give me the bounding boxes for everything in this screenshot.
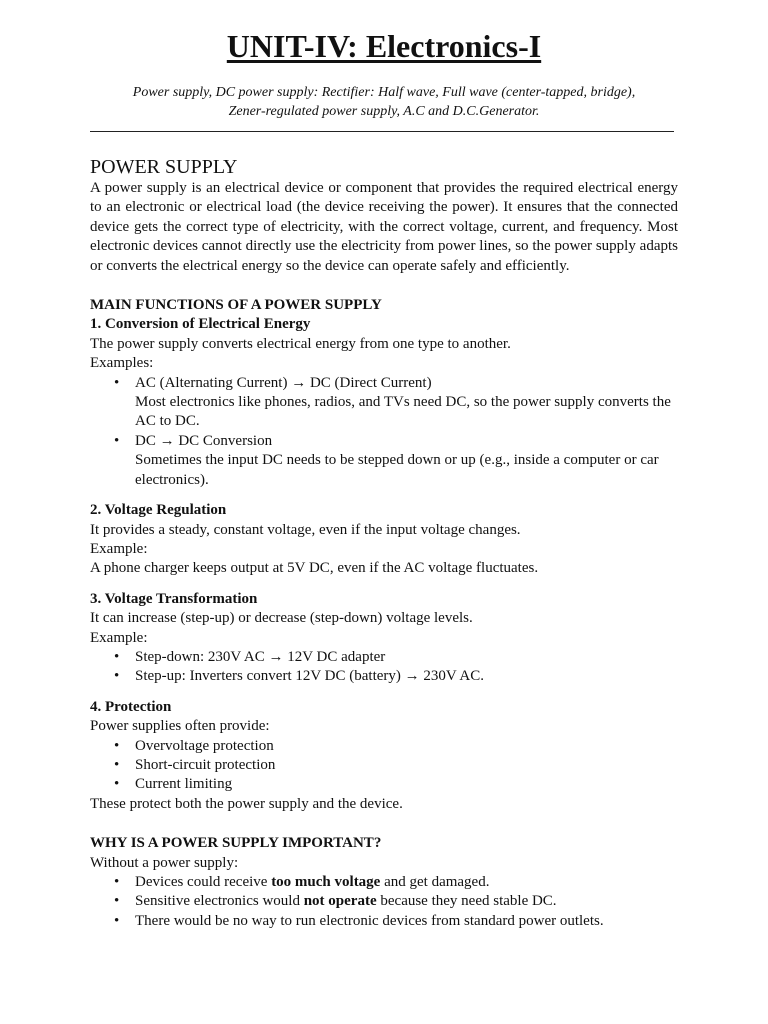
list-item: • Current limiting <box>135 775 678 794</box>
function-2-text: It provides a steady, constant voltage, even if the input voltage changes. <box>90 521 521 538</box>
function-2-heading: 2. Voltage Regulation <box>90 502 227 519</box>
list-item: • Step-up: Inverters convert 12V DC (battery) → 230V AC. <box>135 667 678 686</box>
example-label: Example: <box>90 540 148 557</box>
function-1-list <box>90 374 678 490</box>
section-title: POWER SUPPLY <box>90 156 238 178</box>
list-item <box>135 873 678 892</box>
function-3-text: It can increase (step-up) or decrease (step-down) voltage levels. <box>90 610 473 627</box>
list-text: because they need stable DC. <box>376 893 557 910</box>
subtitle-line: Zener-regulated power supply, A.C and D.C.Generator. <box>228 104 540 119</box>
list-item-desc: Most electronics like phones, radios, and TVs need DC, so the power supply converts the AC to DC. <box>135 394 671 430</box>
list-item: • Step-down: 230V AC → 12V DC adapter <box>135 648 678 667</box>
page-title: UNIT-IV: Electronics-I <box>226 28 542 64</box>
function-2-example: A phone charger keeps output at 5V DC, even if the AC voltage fluctuates. <box>90 560 539 577</box>
function-1-heading: 1. Conversion of Electrical Energy <box>90 316 311 333</box>
function-1-text: The power supply converts electrical energy from one type to another. <box>90 335 511 352</box>
intro-paragraph: A power supply is an electrical device or component that provides the required electrical energy to an electronic or electrical load (the device receiving the power). It ensures that the connected device gets the correct type of electricity, with the correct voltage, current, and frequency. Most electronic devices cannot directly use the electricity from power lines, so the power supply adapts or converts the electrical energy so the device can operate safely and efficiently. <box>90 180 678 274</box>
list-item-desc: Sometimes the input DC needs to be stepped down or up (e.g., inside a computer or car electronics). <box>135 452 659 488</box>
emphasis-text: too much voltage <box>271 874 381 890</box>
list-item-title: • DC → DC Conversion <box>135 432 273 449</box>
divider-rule <box>90 131 674 132</box>
list-text: and get damaged. <box>380 874 490 890</box>
list-item: • Overvoltage protection <box>135 737 678 756</box>
list-text: Devices could receive <box>135 874 272 890</box>
why-list <box>90 873 678 931</box>
list-item: • Short-circuit protection <box>135 756 678 775</box>
emphasis-text: not operate <box>303 893 377 910</box>
main-functions-heading: MAIN FUNCTIONS OF A POWER SUPPLY <box>90 297 382 314</box>
subtitle-line: Power supply, DC power supply: Rectifier: Half wave, Full wave (center-tapped, bridge), <box>132 85 636 100</box>
function-4-text: Power supplies often provide: <box>90 718 270 735</box>
why-text: Without a power supply: <box>90 854 239 871</box>
list-item <box>135 892 678 911</box>
function-3-list <box>90 648 678 687</box>
list-item <box>135 374 678 432</box>
document-body <box>90 155 678 931</box>
function-3-heading: 3. Voltage Transformation <box>90 590 258 607</box>
function-4-list <box>90 737 678 795</box>
unit-subtitle <box>90 83 678 121</box>
examples-label: Examples: <box>90 355 154 372</box>
why-heading: WHY IS A POWER SUPPLY IMPORTANT? <box>90 835 382 852</box>
list-item <box>135 432 678 490</box>
example-label: Example: <box>90 629 148 646</box>
function-4-closing: These protect both the power supply and the device. <box>90 795 403 812</box>
function-4-heading: 4. Protection <box>90 698 172 715</box>
list-item: • There would be no way to run electronic devices from standard power outlets. <box>135 912 678 931</box>
list-text: Sensitive electronics would <box>135 893 304 910</box>
list-item-title: • AC (Alternating Current) → DC (Direct Current) <box>135 374 432 391</box>
